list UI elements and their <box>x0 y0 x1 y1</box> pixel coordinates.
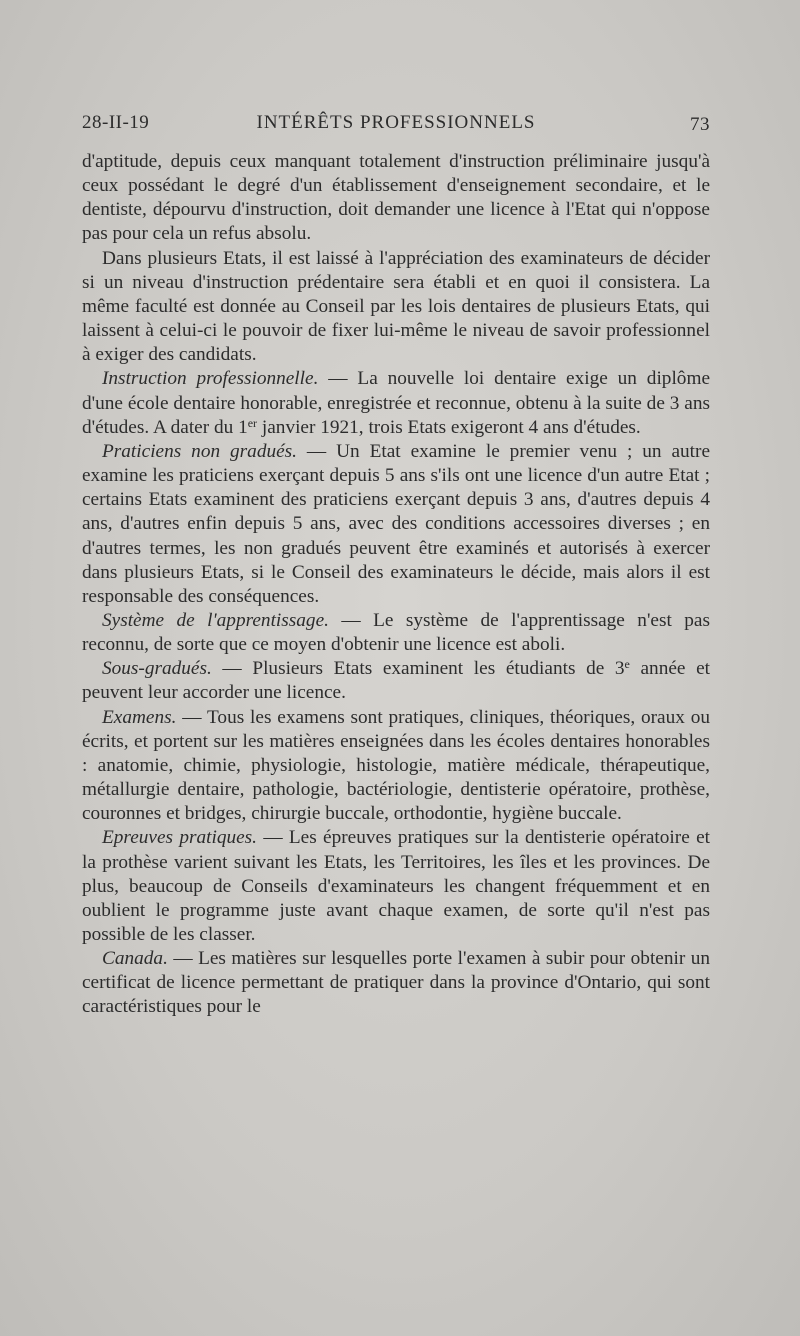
header-title: INTÉRÊTS PROFESSIONNELS <box>256 112 536 133</box>
paragraph-aptitude <box>82 150 710 247</box>
paragraph-epreuves-pratiques: Epreuves pratiques. — Les épreuves pratiques sur la dentisterie opératoire et la prothèse varient suivant les Etats, les Territoires, les îles et les provinces. De plus, beaucoup de Conseils d'examinateurs les changent fréquemment et en oublient le programme juste avant chaque examen, de sorte qu'il n'est pas possible de les classer. <box>82 827 710 945</box>
superscript: e <box>624 657 630 672</box>
paragraph-apprentissage: Système de l'apprentissage. — Le système de l'apprentissage n'est pas reconnu, de sorte que ce moyen d'obtenir une licence est aboli. <box>82 609 710 656</box>
section-label: Canada. <box>102 948 168 970</box>
paragraph-text: d'aptitude, depuis ceux manquant totalement d'instruction préliminaire jusqu'à ceux possédant le degré d'un établissement d'enseignement secondaire, et le dentiste, dépourvu d'instruction, doit demander une licence à l'Etat qui n'oppose pas pour cela un refus absolu. <box>82 151 710 245</box>
running-header <box>82 112 710 142</box>
superscript: er <box>247 415 258 430</box>
section-label: Examens. <box>102 706 177 728</box>
paragraph-text: La nouvelle loi dentaire exige un diplôme d'une école dentaire honorable, enregistrée et reconnue, obtenu à la suite de 3 ans d'études. A dater du 1 <box>82 368 711 438</box>
paragraph-praticiens-non-gradues: Praticiens non gradués. — Un Etat examine le premier venu ; un autre examine les praticiens exerçant depuis 5 ans s'ils ont une licence d'un autre Etat ; certains Etats examinent des praticiens exerçant depuis 3 ans, d'autres depuis 4 ans, d'autres enfin depuis 5 ans, avec des conditions accessoires diverses ; en d'autres termes, les non gradués peuvent être examinés et autorisés à exercer dans plusieurs Etats, si le Conseil des examinateurs le décide, mais alors il est responsable des conséquences. <box>82 440 710 607</box>
paragraph-text: janvier 1921, trois Etats exigeront 4 ans d'études. <box>257 416 641 438</box>
paragraph-text: Dans plusieurs Etats, il est laissé à l'appréciation des examinateurs de décider si un niveau d'instruction prédentaire sera établi et en quoi il consistera. La même faculté est donnée au Conseil par les lois dentaires de plusieurs Etats, qui laissent à celui-ci le pouvoir de fixer lui-même le niveau de savoir professionnel à exiger des candidats. <box>82 247 710 366</box>
section-label: Epreuves pratiques. <box>102 827 257 849</box>
paragraph-canada: Canada. — Les matières sur lesquelles porte l'examen à subir pour obtenir un certificat de licence permettant de pratiquer dans la province d'Ontario, qui sont caractéristiques pour le <box>82 948 710 1018</box>
section-label: Praticiens non gradués. <box>102 440 297 462</box>
paragraph-text: Un Etat examine le premier venu ; un autre examine les praticiens exerçant depuis 5 ans s'ils ont une licence d'un autre Etat ; certains Etats examinent des praticiens exerçant depuis 3 ans, d'autres depuis 4 ans, d'autres enfin depuis 5 ans, avec des conditions accessoires diverses ; en d'autres termes, les non gradués peuvent être examinés et autorisés à exercer dans plusieurs Etats, si le Conseil des examinateurs le décide, mais alors il est responsable des conséquences. <box>82 440 710 607</box>
paragraph-text: Les épreuves pratiques sur la dentisterie opératoire et la prothèse varient suivant les Etats, les Territoires, les îles et les provinces. De plus, beaucoup de Conseils d'examinateurs les changent fréquemment et en oublient le programme juste avant chaque examen, de sorte qu'il n'est pas possible de les classer. <box>82 827 710 945</box>
paragraph-instruction-professionnelle: Instruction professionnelle. — La nouvelle loi dentaire exige un diplôme d'une école dentaire honorable, enregistrée et reconnue, obtenu à la suite de 3 ans d'études. A dater du 1er janvier 1921, trois Etats exigeront 4 ans d'études. <box>82 368 711 438</box>
paragraph-examens: Examens. — Tous les examens sont pratiques, cliniques, théoriques, oraux ou écrits, et portent sur les matières enseignées dans les écoles dentaires honorables : anatomie, chimie, physiologie, histologie, matière médicale, thérapeutique, métallurgie dentaire, pathologie, bactériologie, dentisterie opératoire, prothèse, couronnes et bridges, chirurgie buccale, orthodontie, hygiène buccale. <box>82 706 710 825</box>
section-label: Système de l'apprentissage. <box>102 609 329 631</box>
paragraph-text: Tous les examens sont pratiques, cliniques, théoriques, oraux ou écrits, et portent sur les matières enseignées dans les écoles dentaires honorables : anatomie, chimie, physiologie, histologie, matière médicale, thérapeutique, métallurgie dentaire, pathologie, bactériologie, dentisterie opératoire, prothèse, couronnes et bridges, chirurgie buccale, orthodontie, hygiène buccale. <box>82 706 710 825</box>
paragraph-text: Les matières sur lesquelles porte l'examen à subir pour obtenir un certificat de licence permettant de pratiquer dans la province d'Ontario, qui sont caractéristiques pour le <box>82 948 710 1018</box>
section-label: Instruction professionnelle. <box>102 368 319 390</box>
page-number: 73 <box>690 114 710 135</box>
paragraph-plusieurs-etats <box>82 247 710 368</box>
header-date: 28-II-19 <box>82 112 150 133</box>
paragraph-text: Plusieurs Etats examinent les étudiants de 3 <box>252 658 625 680</box>
paragraph-text: année et peuvent leur accorder une licence. <box>82 658 711 704</box>
paragraph-text: Le système de l'apprentissage n'est pas reconnu, de sorte que ce moyen d'obtenir une licence est aboli. <box>82 609 710 656</box>
paragraph-sous-gradues: Sous-gradués. — Plusieurs Etats examinent les étudiants de 3e année et peuvent leur accorder une licence. <box>82 657 711 704</box>
body-text <box>82 150 710 1020</box>
section-label: Sous-gradués. <box>102 658 212 680</box>
